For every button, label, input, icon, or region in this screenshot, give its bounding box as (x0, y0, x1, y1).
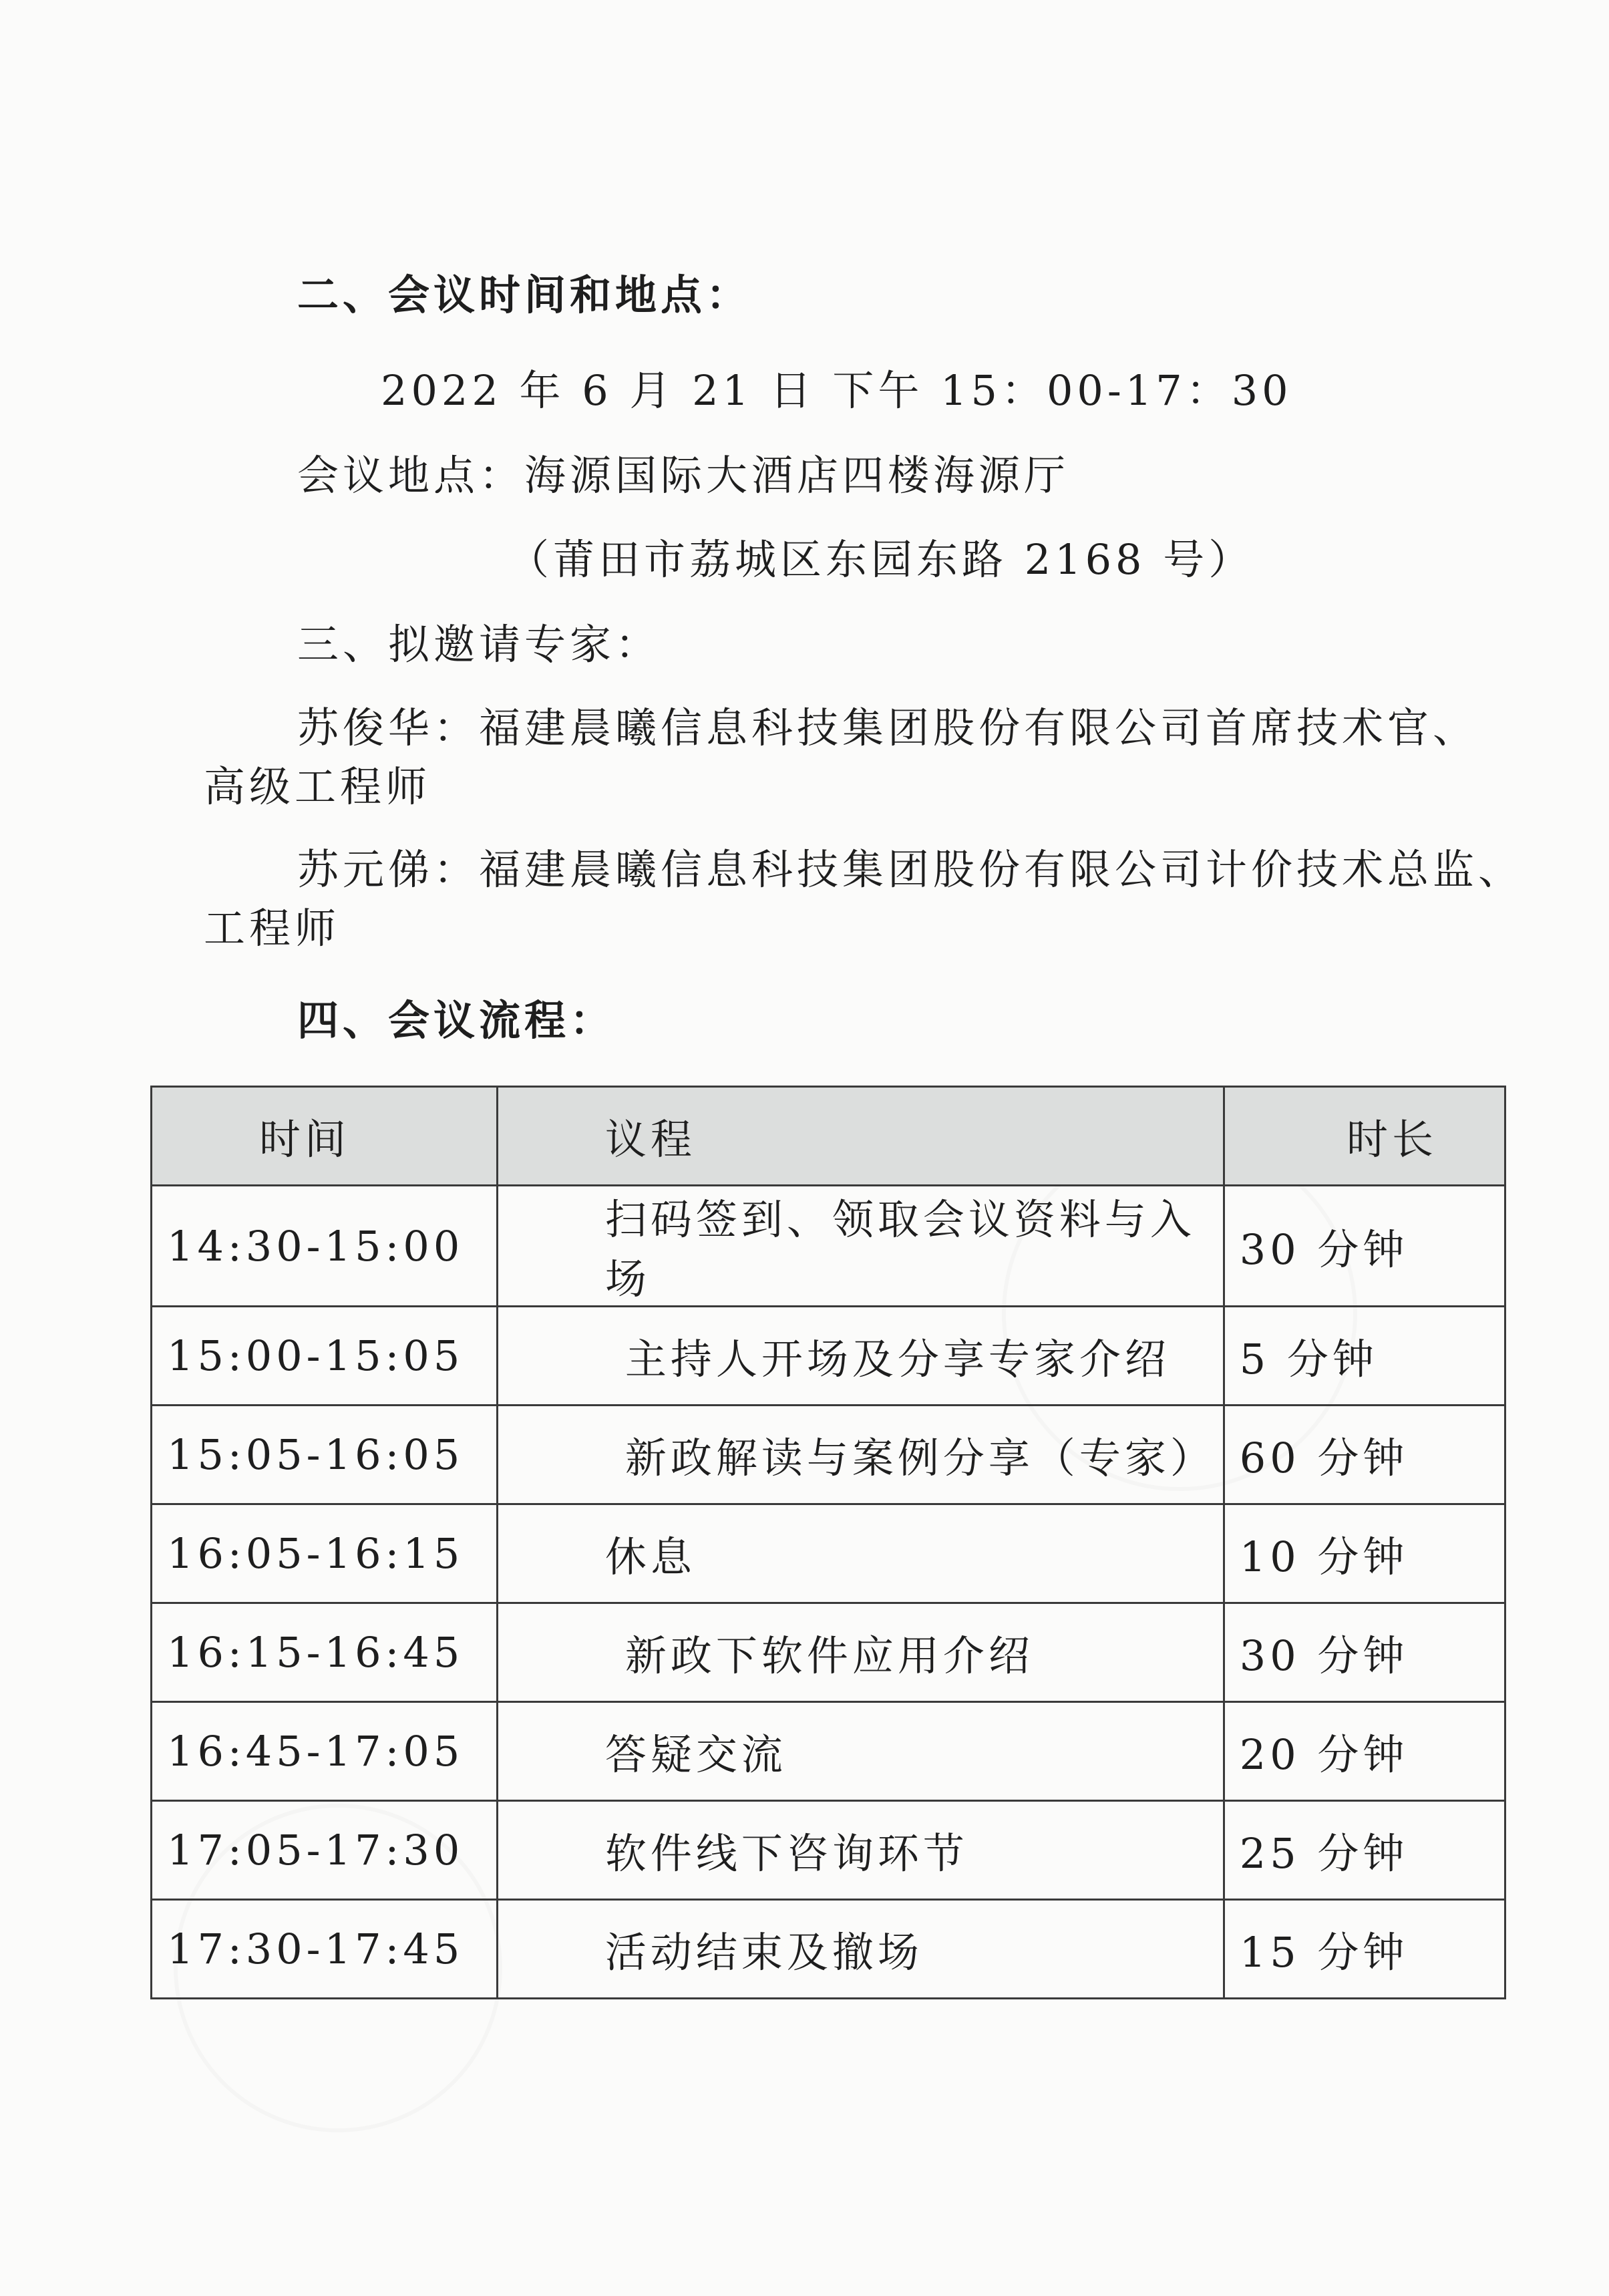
table-row (152, 1603, 1505, 1702)
section-3-heading: 三、拟邀请专家： (297, 620, 661, 669)
row-duration: 25 分钟 (1224, 1801, 1505, 1900)
row-time: 15:05-16:05 (152, 1406, 498, 1504)
row-agenda: 扫码签到、领取会议资料与入场 (497, 1186, 1224, 1307)
table-row (152, 1801, 1505, 1900)
row-duration: 20 分钟 (1224, 1702, 1505, 1801)
table-row (152, 1186, 1505, 1307)
expert-1-line-2: 高级工程师 (204, 762, 431, 811)
row-duration: 5 分钟 (1224, 1307, 1505, 1406)
row-duration: 30 分钟 (1224, 1186, 1505, 1307)
row-time: 16:05-16:15 (152, 1504, 498, 1603)
venue-address: （莆田市荔城区东园东路 2168 号） (508, 535, 1254, 584)
row-agenda: 新政解读与案例分享（专家） (497, 1406, 1224, 1504)
row-time: 14:30-15:00 (152, 1186, 498, 1307)
table-row (152, 1504, 1505, 1603)
row-duration: 10 分钟 (1224, 1504, 1505, 1603)
meeting-datetime: 2022 年 6 月 21 日 下午 15：00-17：30 (381, 366, 1292, 415)
table-header-row (152, 1087, 1505, 1186)
row-time: 16:15-16:45 (152, 1603, 498, 1702)
expert-1-line-1: 苏俊华：福建晨曦信息科技集团股份有限公司首席技术官、 (297, 703, 1479, 752)
row-time: 15:00-15:05 (152, 1307, 498, 1406)
row-agenda: 新政下软件应用介绍 (497, 1603, 1224, 1702)
row-agenda: 休息 (497, 1504, 1224, 1603)
schedule-table (150, 1086, 1506, 1999)
header-duration: 时长 (1224, 1087, 1505, 1186)
row-agenda: 主持人开场及分享专家介绍 (497, 1307, 1224, 1406)
section-2-heading: 二、会议时间和地点： (297, 271, 752, 319)
row-duration: 15 分钟 (1224, 1900, 1505, 1999)
row-agenda: 活动结束及撤场 (497, 1900, 1224, 1999)
row-time: 17:30-17:45 (152, 1900, 498, 1999)
expert-2-line-1: 苏元俤：福建晨曦信息科技集团股份有限公司计价技术总监、 (297, 845, 1524, 894)
expert-2-line-2: 工程师 (204, 904, 341, 953)
table-row (152, 1307, 1505, 1406)
meeting-venue: 会议地点：海源国际大酒店四楼海源厅 (297, 451, 1070, 500)
section-4-heading: 四、会议流程： (297, 996, 616, 1045)
row-time: 16:45-17:05 (152, 1702, 498, 1801)
header-time: 时间 (152, 1087, 498, 1186)
row-agenda: 软件线下咨询环节 (497, 1801, 1224, 1900)
table-row (152, 1406, 1505, 1504)
row-duration: 30 分钟 (1224, 1603, 1505, 1702)
table-row (152, 1900, 1505, 1999)
header-agenda: 议程 (497, 1087, 1224, 1186)
row-duration: 60 分钟 (1224, 1406, 1505, 1504)
row-time: 17:05-17:30 (152, 1801, 498, 1900)
table-row (152, 1702, 1505, 1801)
row-agenda: 答疑交流 (497, 1702, 1224, 1801)
